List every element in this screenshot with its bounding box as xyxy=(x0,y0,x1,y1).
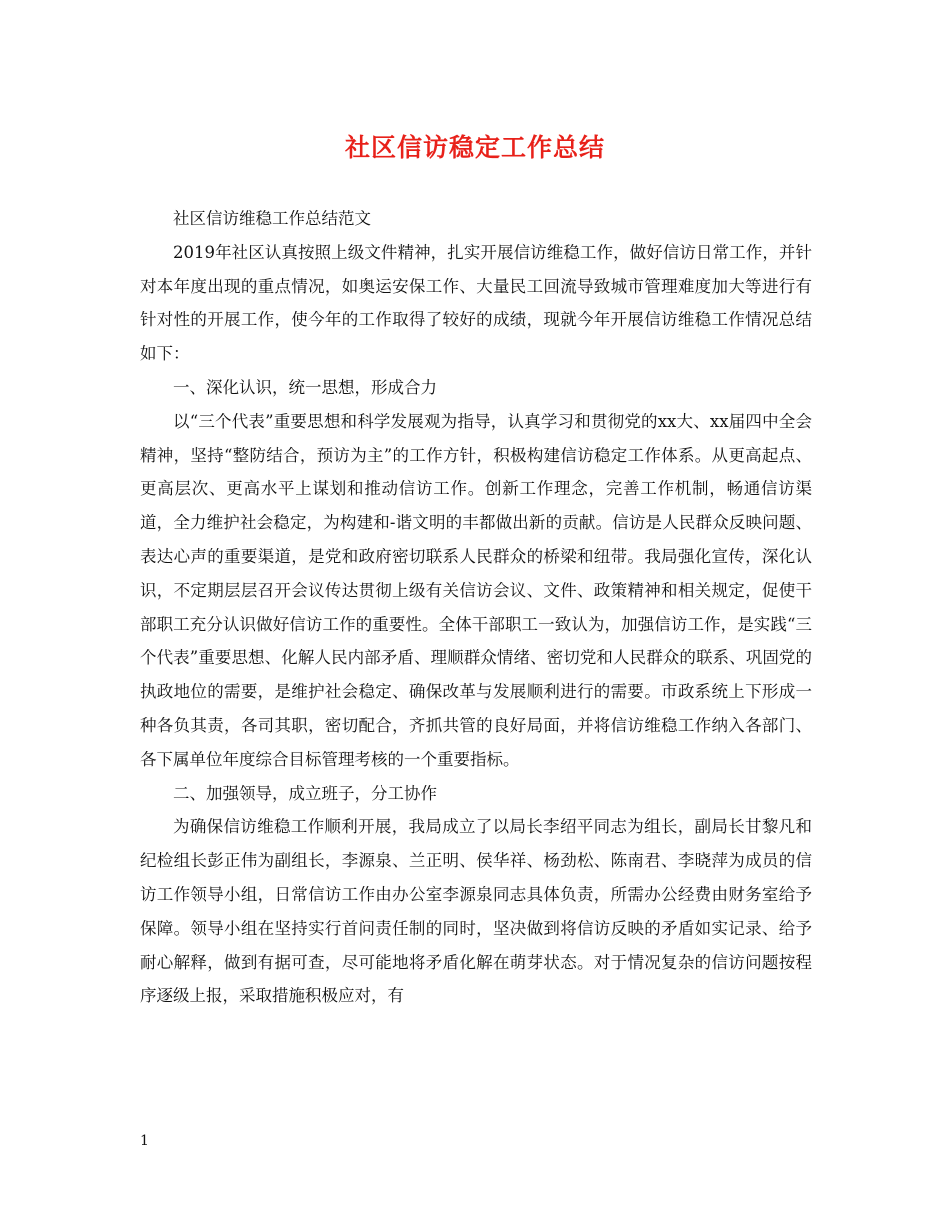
paragraph-section-2: 为确保信访维稳工作顺利开展，我局成立了以局长李绍平同志为组长，副局长甘黎凡和纪检组长彭正伟为副组长，李源泉、兰正明、侯华祥、杨劲松、陈南君、李晓萍为成员的信访工作领导小组，日常信访工作由办公室李源泉同志具体负责，所需办公经费由财务室给予保障。领导小组在坚持实行首问责任制的同时，坚决做到将信访反映的矛盾如实记录、给予耐心解释，做到有据可查，尽可能地将矛盾化解在萌芽状态。对于情况复杂的信访问题按程序逐级上报，采取措施积极应对，有 xyxy=(140,817,812,1006)
paragraph-subtitle: 社区信访维稳工作总结范文 xyxy=(173,209,371,228)
document-title: 社区信访稳定工作总结 xyxy=(344,133,605,162)
page-number: 1 xyxy=(140,1133,149,1149)
section-heading-1: 一、深化认识，统一思想，形成合力 xyxy=(173,377,437,397)
section-heading-2: 二、加强领导，成立班子，分工协作 xyxy=(173,783,437,803)
paragraph-section-1: 以“三个代表”重要思想和科学发展观为指导，认真学习和贯彻党的xx大、xx届四中全会精神，坚持“整防结合，预访为主”的工作方针，积极构建信访稳定工作体系。从更高起点、更高层次、更高水平上谋划和推动信访工作。创新工作理念，完善工作机制，畅通信访渠道，全力维护社会稳定，为构建和-谐文明的丰都做出新的贡献。信访是人民群众反映问题、表达心声的重要渠道，是党和政府密切联系人民群众的桥梁和纽带。我局强化宣传，深化认识，不定期层层召开会议传达贯彻上级有关信访会议、文件、政策精神和相关规定，促使干部职工充分认识做好信访工作的重要性。全体干部职工一致认为，加强信访工作，是实践“三个代表”重要思想、化解人民内部矛盾、理顺群众情绪、密切党和人民群众的联系、巩固党的执政地位的需要，是维护社会稳定、确保改革与发展顺利进行的需要。市政系统上下形成一种各负其责，各司其职，密切配合，齐抓共管的良好局面，并将信访维稳工作纳入各部门、各下属单位年度综合目标管理考核的一个重要指标。 xyxy=(140,411,812,769)
paragraph-intro: 2019年社区认真按照上级文件精神，扎实开展信访维稳工作，做好信访日常工作，并针对本年度出现的重点情况，如奥运安保工作、大量民工回流导致城市管理难度加大等进行有针对性的开展工作，使今年的工作取得了较好的成绩，现就今年开展信访维稳工作情况总结如下： xyxy=(140,242,812,364)
document-body xyxy=(140,202,812,1013)
